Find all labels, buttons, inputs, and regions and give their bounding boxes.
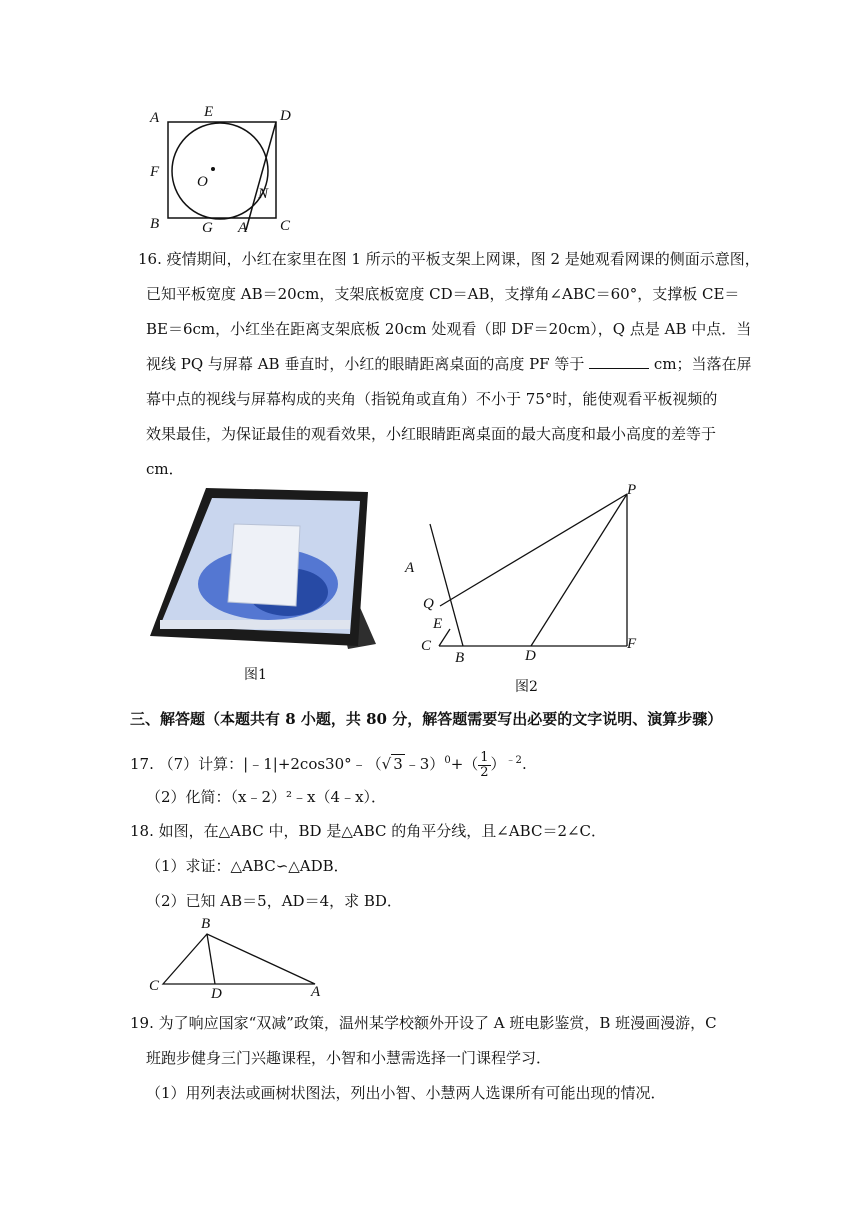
- q17-text-e: +（: [450, 755, 479, 773]
- q16-line-1: 16. 疫情期间，小红在家里在图 1 所示的平板支架上网课，图 2 是她观看网课的侧面示意图，: [138, 250, 760, 268]
- q18-line-3: （2）已知 AB＝5，AD＝4，求 BD．: [146, 892, 402, 910]
- q17-text-c: ﹣3）: [404, 755, 445, 773]
- label-D: D: [211, 986, 222, 1002]
- label-C: C: [149, 978, 160, 994]
- q17-text-f: ）: [490, 755, 506, 773]
- label-A: A: [405, 560, 415, 576]
- q16-line-2: 已知平板宽度 AB＝20cm，支架底板宽度 CD＝AB，支撑角∠ABC＝60°，支撑板 CE＝: [146, 285, 740, 303]
- q19-line-2: 班跑步健身三门兴趣课程，小智和小慧需选择一门课程学习．: [146, 1049, 552, 1067]
- q17-text-a: 17. （7）计算：|﹣1|+2cos30°﹣（: [130, 755, 382, 773]
- figure-2-side-view: [405, 480, 655, 695]
- label-C: C: [421, 638, 432, 654]
- q16-line-4-tail: cm；当落在屏: [653, 355, 752, 373]
- figure-square-circle: [140, 100, 300, 240]
- label-G: G: [202, 220, 213, 236]
- label-A-bottom: A: [238, 220, 248, 236]
- label-F: F: [150, 164, 160, 180]
- tablet-image: [148, 484, 378, 654]
- q17-exp-0: 0: [444, 755, 451, 766]
- sqrt-icon: √: [381, 755, 392, 773]
- label-Q: Q: [423, 596, 434, 612]
- q17-exp-neg2: ﹣2: [505, 755, 522, 766]
- q17-frac-num: 1: [480, 749, 489, 765]
- q19-line-1: 19. 为了响应国家“双减”政策，温州某学校额外开设了 A 班电影鉴赏，B 班漫画漫游，C: [130, 1014, 717, 1032]
- q17-fraction: [478, 751, 490, 780]
- label-P: P: [627, 482, 637, 498]
- label-D: D: [280, 108, 291, 124]
- label-O: O: [197, 174, 208, 190]
- q16-line-4: [146, 353, 752, 375]
- label-C: C: [280, 218, 291, 234]
- q16-line-5: 幕中点的视线与屏幕构成的夹角（指锐角或直角）不小于 75°时，能使观看平板视频的: [146, 390, 718, 408]
- triangle-diagram: [145, 916, 335, 1006]
- q18-line-2: （1）求证：△ABC∽△ADB．: [146, 857, 349, 875]
- q16-line-6: 效果最佳，为保证最佳的观看效果，小红眼睛距离桌面的最大高度和最小高度的差等于: [146, 425, 717, 443]
- q17-line-1: [130, 746, 527, 780]
- label-A-top: A: [150, 110, 160, 126]
- label-B: B: [150, 216, 160, 232]
- label-B: B: [201, 916, 211, 932]
- label-D: D: [525, 648, 536, 664]
- q17-line-2: （2）化简：（x﹣2）²﹣x（4﹣x）．: [146, 788, 387, 806]
- figure-triangle-abc: [145, 916, 335, 1006]
- label-E: E: [204, 104, 214, 120]
- label-E: E: [433, 616, 443, 632]
- q16-line-4-text: 视线 PQ 与屏幕 AB 垂直时，小红的眼睛距离桌面的高度 PF 等于: [146, 355, 585, 373]
- figure-1-tablet: [148, 484, 378, 684]
- label-N: N: [258, 186, 269, 202]
- label-A: A: [311, 984, 321, 1000]
- square-circle-diagram: [140, 100, 300, 240]
- figure-2-caption: 图2: [515, 679, 538, 695]
- q19-line-3: （1）用列表法或画树状图法，列出小智、小慧两人选课所有可能出现的情况．: [146, 1084, 666, 1102]
- answer-blank-1[interactable]: [589, 354, 649, 369]
- q16-line-7: cm．: [146, 460, 184, 478]
- figure-1-caption: 图1: [244, 667, 267, 683]
- q16-line-3: BE＝6cm，小红坐在距离支架底板 20cm 处观看（即 DF＝20cm），Q 点是 AB 中点．当: [146, 320, 752, 338]
- q17-radicand: 3: [393, 755, 403, 773]
- q17-frac-den: 2: [480, 764, 489, 780]
- section-3-heading: 三、解答题（本题共有 8 小题，共 80 分，解答题需要写出必要的文字说明、演算步骤）: [130, 710, 723, 728]
- label-F: F: [627, 636, 637, 652]
- q18-line-1: 18. 如图，在△ABC 中，BD 是△ABC 的角平分线，且∠ABC＝2∠C．: [130, 822, 607, 840]
- label-B: B: [455, 650, 465, 666]
- q17-text-h: .: [521, 755, 527, 773]
